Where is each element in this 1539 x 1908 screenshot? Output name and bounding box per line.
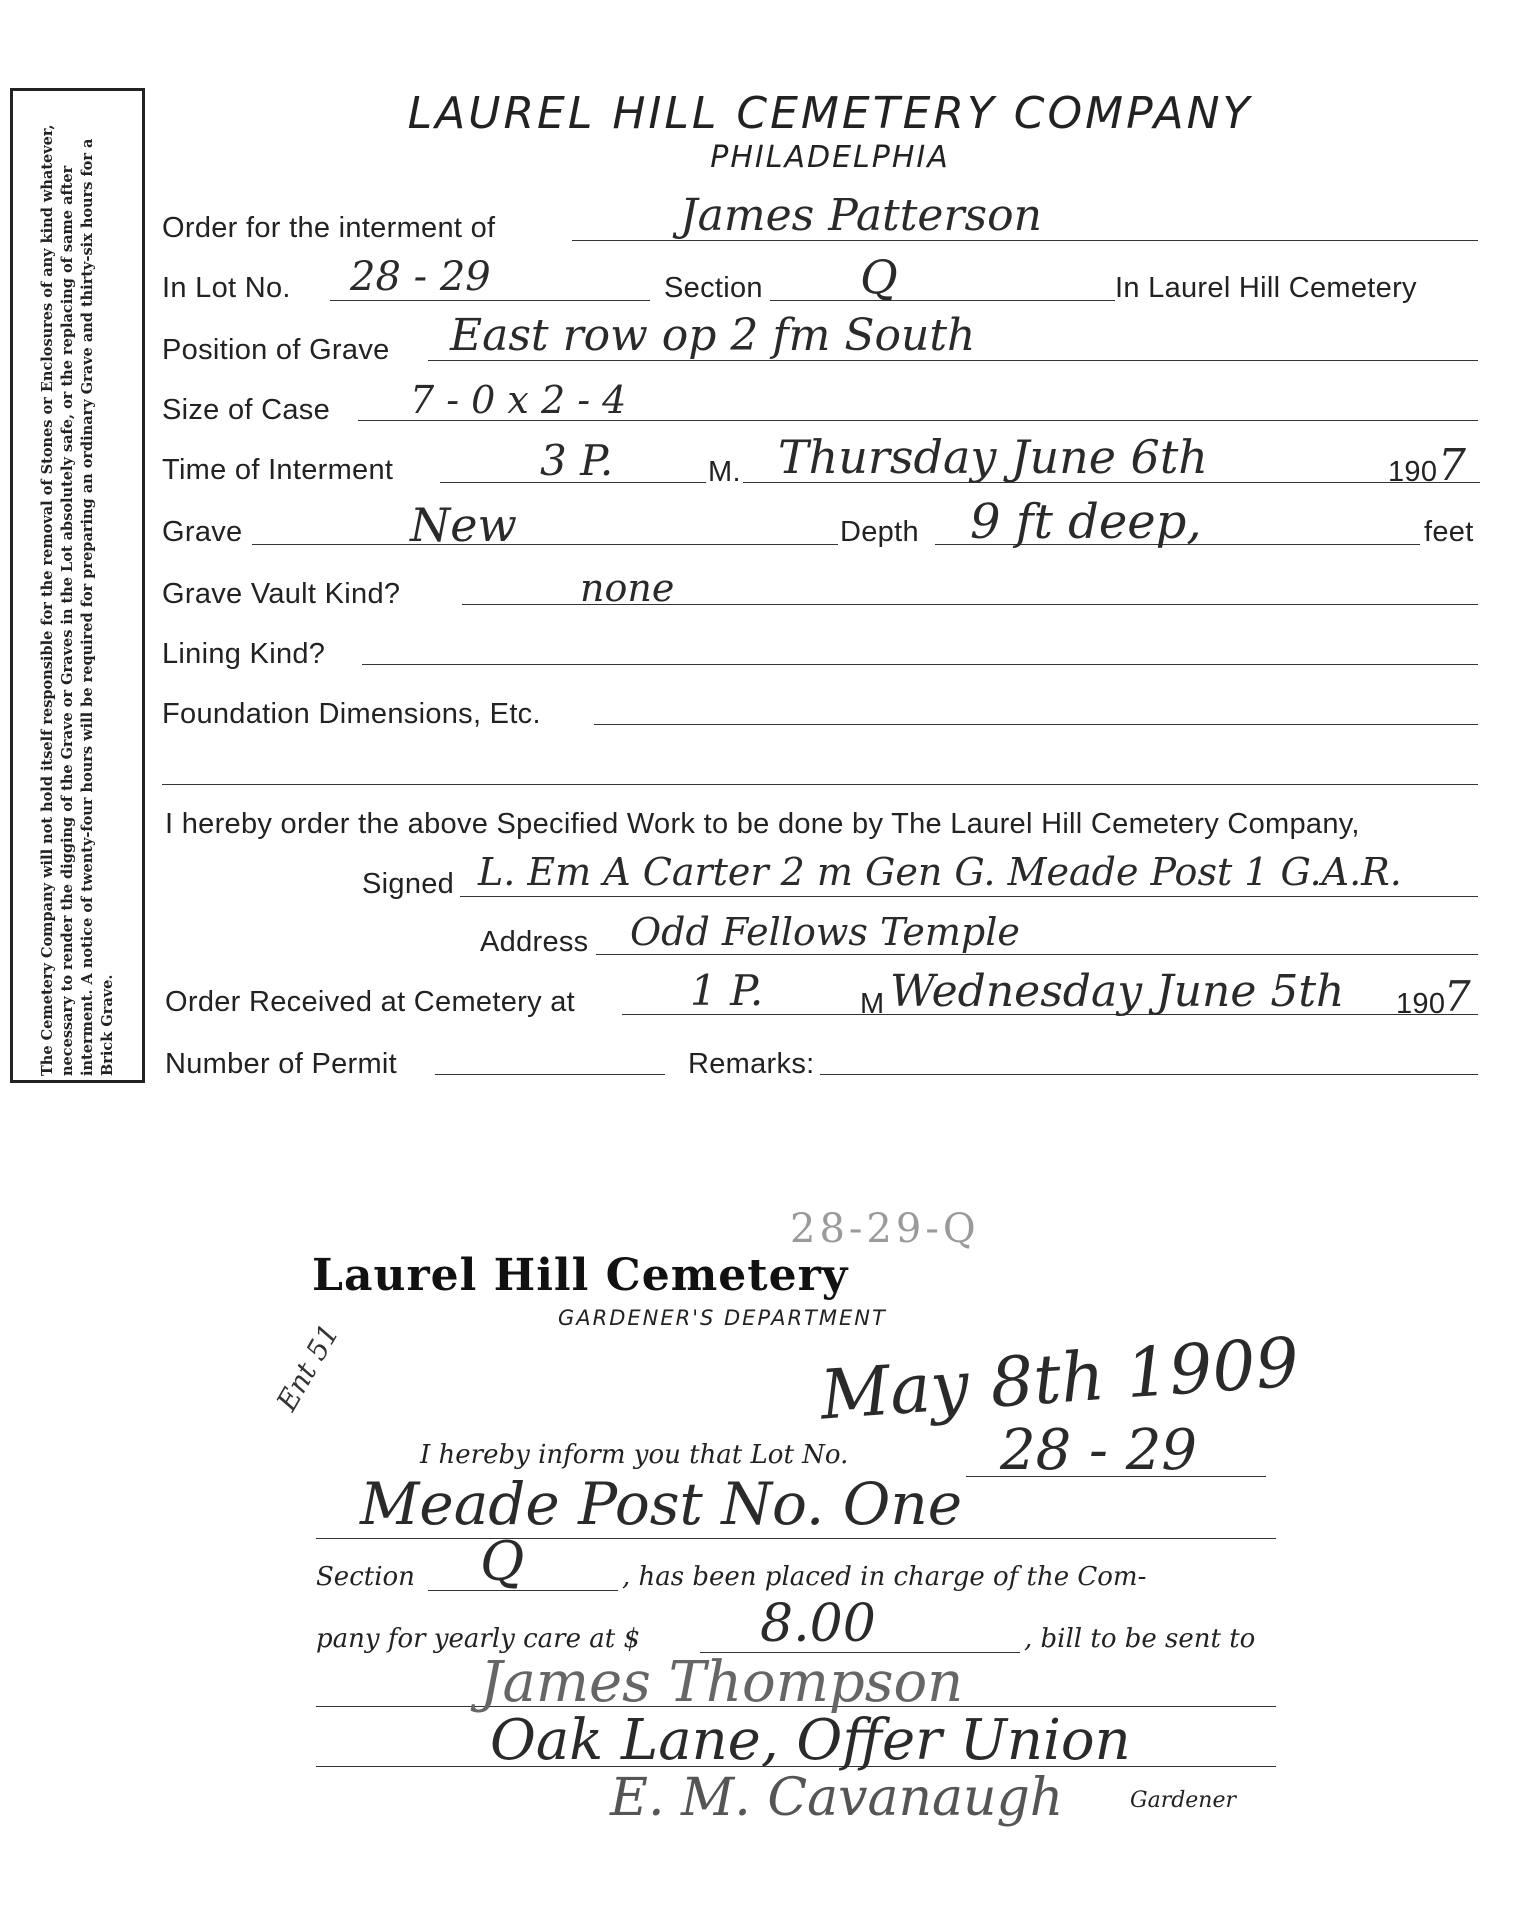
year-prefix: 190 [1388,456,1438,488]
m-label: M. [708,456,741,488]
time-value: 3 P. [540,436,614,485]
company-city: PHILADELPHIA [710,140,950,175]
address-line [596,954,1478,955]
depth-label: Depth [840,516,919,548]
m2-label: M [860,988,885,1020]
foundation-label: Foundation Dimensions, Etc. [162,698,541,730]
size-case-label: Size of Case [162,394,331,426]
year-prefix-2: 190 [1396,988,1446,1020]
signed-label: Signed [362,868,455,900]
bill-name: James Thompson [480,1650,964,1715]
address-label: Address [480,926,589,958]
lot-no-label: In Lot No. [162,272,291,304]
time-interment-label: Time of Interment [162,454,394,486]
interment-day: Thursday June 6th [778,430,1208,484]
care-amount: 8.00 [760,1594,876,1654]
lot-no-value: 28 - 29 [350,254,491,300]
section-line [770,300,1115,301]
notice-line2: , has been placed in charge of the Com- [622,1562,1147,1592]
sidebar-notice [10,88,145,1083]
notice-line1: I hereby inform you that Lot No. [420,1440,849,1470]
grave-line [252,544,838,545]
year-digit: 7 [1438,440,1466,491]
sidebar-notice-text: The Cemetery Company will not hold itself responsible for the removal of Stones or Enclosures of any kind whatever, necessary to render the digging of the Grave or Graves in the Lot absolutely safe, or the replacing of same after interment. A notice of twenty-four hours will be required for preparing an ordinary Grave and thirty-six hours for a Brick Grave. [38,123,116,1076]
pencil-stamp: 28-29-Q [790,1206,980,1252]
position-value: East row op 2 fm South [450,310,976,361]
blank-line [162,784,1478,785]
feet-label: feet [1424,516,1474,548]
permit-line [435,1074,665,1075]
department-label: GARDENER'S DEPARTMENT [558,1306,887,1330]
year-digit-2: 7 [1444,972,1471,1021]
remarks-line [820,1074,1478,1075]
signed-line [460,896,1478,897]
notice-title: Laurel Hill Cemetery [312,1250,849,1301]
section-value-2: Q [480,1530,525,1593]
lot-owner: Meade Post No. One [360,1470,963,1538]
depth-value: 9 ft deep, [970,494,1202,550]
section-label: Section [664,272,763,304]
order-received-label: Order Received at Cemetery at [165,986,576,1018]
margin-note: Ent 51 [270,1318,346,1417]
gardener-signature: E. M. Cavanaugh [610,1768,1064,1828]
company-title: LAUREL HILL CEMETERY COMPANY [407,88,1253,139]
foundation-line [594,724,1478,725]
vault-label: Grave Vault Kind? [162,578,401,610]
vault-value: none [580,566,675,610]
section-label-2: Section [316,1562,415,1592]
notice-line3b: , bill to be sent to [1024,1624,1256,1654]
grave-label: Grave [162,516,243,548]
grave-value: New [410,498,517,552]
in-cemetery-label: In Laurel Hill Cemetery [1115,272,1417,304]
received-time: 1 P. [690,966,764,1015]
address-value: Odd Fellows Temple [630,910,1020,954]
notice-lot: 28 - 29 [1000,1418,1198,1483]
bill-address: Oak Lane, Offer Union [490,1708,1131,1773]
signed-value: L. Em A Carter 2 m Gen G. Meade Post 1 G.A.R. [478,850,1402,894]
permit-label: Number of Permit [165,1048,398,1080]
order-for-label: Order for the interment of [162,212,496,244]
lining-label: Lining Kind? [162,638,326,670]
remarks-label: Remarks: [688,1048,815,1080]
hereby-order-text: I hereby order the above Specified Work to be done by The Laurel Hill Cemetery Company, [165,808,1360,840]
section-value: Q [860,250,898,304]
received-day: Wednesday June 5th [890,966,1345,1017]
lot-no-line [330,300,650,301]
gardener-label: Gardener [1130,1788,1237,1813]
notice-line3a: pany for yearly care at $ [316,1624,640,1654]
deceased-name: James Patterson [680,190,1042,241]
lining-line [362,664,1478,665]
notice-date: May 8th 1909 [817,1323,1302,1436]
size-case-value: 7 - 0 x 2 - 4 [410,378,627,422]
owner-line [316,1538,1276,1539]
position-label: Position of Grave [162,334,390,366]
